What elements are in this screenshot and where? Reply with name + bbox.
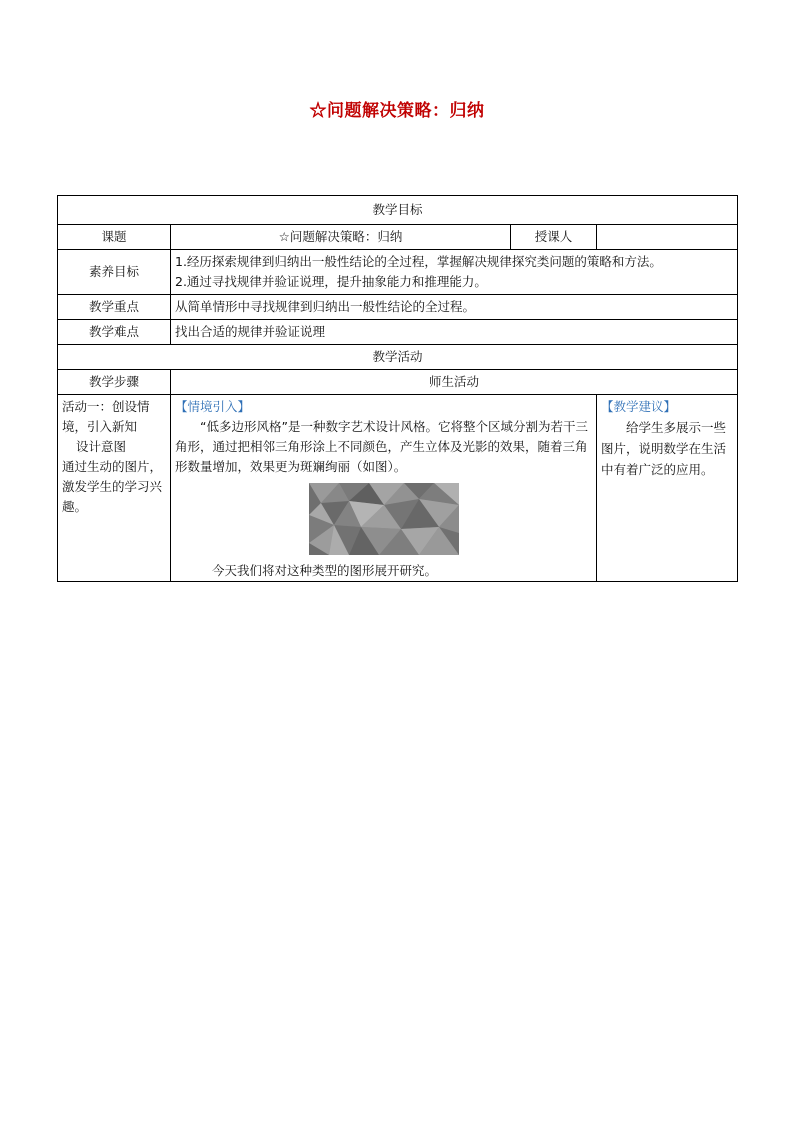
intro-tag: 【情境引入】 [175, 399, 251, 414]
closing-text: 今天我们将对这种类型的图形展开研究。 [212, 563, 438, 578]
suggestion-text: 给学生多展示一些图片，说明数学在生活中有着广泛的应用。 [601, 420, 727, 477]
document-title: ☆问题解决策略：归纳 [309, 101, 485, 121]
activity1-design-text: 通过生动的图片，激发学生的学习兴趣。 [62, 459, 163, 514]
table-row [58, 395, 738, 582]
teacher-label: 授课人 [511, 225, 597, 250]
table-row [58, 370, 738, 395]
activity1-design-label: 设计意图 [76, 439, 127, 454]
table-row [58, 196, 738, 225]
table-row [58, 295, 738, 320]
activities-header: 师生活动 [171, 370, 738, 395]
activity1-content-cell [171, 395, 597, 582]
section-activities-header: 教学活动 [58, 345, 738, 370]
section-goals-header: 教学目标 [58, 196, 738, 225]
low-poly-image [309, 483, 459, 555]
suggestion-cell [597, 395, 738, 582]
literacy-value [171, 250, 738, 295]
teacher-value [597, 225, 738, 250]
table-row [58, 250, 738, 295]
literacy-goal-2: 2.通过寻找规律并验证说理，提升抽象能力和推理能力。 [175, 274, 487, 289]
suggestion-tag: 【教学建议】 [601, 399, 677, 414]
table-row [58, 320, 738, 345]
difficulty-label: 教学难点 [58, 320, 171, 345]
intro-text: “低多边形风格”是一种数字艺术设计风格。它将整个区域分割为若干三角形，通过把相邻三角形涂上不同颜色，产生立体及光影的效果，随着三角形数量增加，效果更为斑斓绚丽（如图）。 [175, 419, 588, 474]
topic-value: ☆问题解决策略：归纳 [171, 225, 511, 250]
table-row [58, 345, 738, 370]
literacy-goal-1: 1.经历探索规律到归纳出一般性结论的全过程，掌握解决规律探究类问题的策略和方法。 [175, 254, 662, 269]
activity1-step-cell [58, 395, 171, 582]
key-point-label: 教学重点 [58, 295, 171, 320]
literacy-label: 素养目标 [58, 250, 171, 295]
topic-label: 课题 [58, 225, 171, 250]
difficulty-value: 找出合适的规律并验证说理 [171, 320, 738, 345]
key-point-value: 从简单情形中寻找规律到归纳出一般性结论的全过程。 [171, 295, 738, 320]
table-row [58, 225, 738, 250]
activity1-step-title: 活动一：创设情境，引入新知 [62, 399, 150, 434]
steps-header: 教学步骤 [58, 370, 171, 395]
lesson-plan-table [57, 195, 738, 582]
